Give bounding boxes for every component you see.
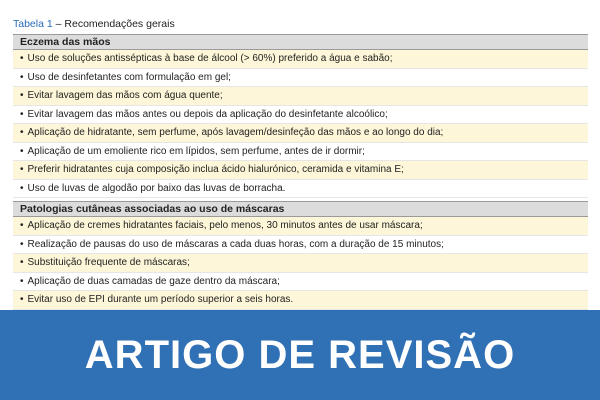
recommendations-table [13,17,588,310]
row-text: Substituição frequente de máscaras; [27,257,190,268]
row-text: Uso de luvas de algodão por baixo das luvas de borracha. [27,182,286,194]
bullet-icon: • [20,182,24,194]
row-text: Realização de pausas do uso de máscaras a cada duas horas, com a duração de 15 minutos; [27,238,444,250]
row-text: Aplicação de duas camadas de gaze dentro da máscara; [27,275,280,287]
table-row [13,161,588,180]
bullet-icon: • [20,275,24,287]
table-row [13,106,588,125]
table-row [13,180,588,199]
table-row [13,69,588,88]
table-row [13,87,588,106]
row-text: Evitar uso de EPI durante um período superior a seis horas. [27,294,294,305]
bullet-icon: • [20,53,24,64]
row-text: Uso de soluções antissépticas à base de álcool (> 60%) preferido a água e sabão; [27,53,393,64]
table-caption-label: Tabela 1 [13,18,53,30]
row-text: Aplicação de um emoliente rico em lípidos, sem perfume, antes de ir dormir; [27,145,365,157]
table-caption-title: Recomendações gerais [64,18,175,30]
row-text: Evitar lavagem das mãos antes ou depois da aplicação do desinfetante alcoólico; [27,108,388,120]
banner-text: ARTIGO DE REVISÃO [84,332,516,377]
bullet-icon: • [20,164,24,175]
section-heading: Patologias cutâneas associadas ao uso de máscaras [13,201,588,217]
table-row [13,217,588,236]
row-text: Uso de desinfetantes com formulação em gel; [27,71,231,83]
table-row [13,273,588,292]
article-type-banner [0,310,600,400]
bullet-icon: • [20,90,24,101]
row-text: Preferir hidratantes cuja composição inclua ácido hialurónico, ceramida e vitamina E; [27,164,404,175]
bullet-icon: • [20,127,24,138]
table-row [13,124,588,143]
bullet-icon: • [20,220,24,231]
bullet-icon: • [20,294,24,305]
table-sections [13,34,588,310]
table-caption-separator: – [52,18,65,30]
row-text: Aplicação de cremes hidratantes faciais, pelo menos, 30 minutos antes de usar máscara; [27,220,423,231]
table-row [13,50,588,69]
section-heading: Eczema das mãos [13,34,588,50]
table-caption [13,17,588,34]
bullet-icon: • [20,238,24,250]
table-row [13,143,588,162]
table-row [13,254,588,273]
bullet-icon: • [20,257,24,268]
row-text: Evitar lavagem das mãos com água quente; [27,90,223,101]
table-row [13,236,588,255]
row-text: Aplicação de hidratante, sem perfume, após lavagem/desinfeção das mãos e ao longo do dia; [27,127,444,138]
bullet-icon: • [20,71,24,83]
bullet-icon: • [20,108,24,120]
bullet-icon: • [20,145,24,157]
table-row [13,291,588,310]
